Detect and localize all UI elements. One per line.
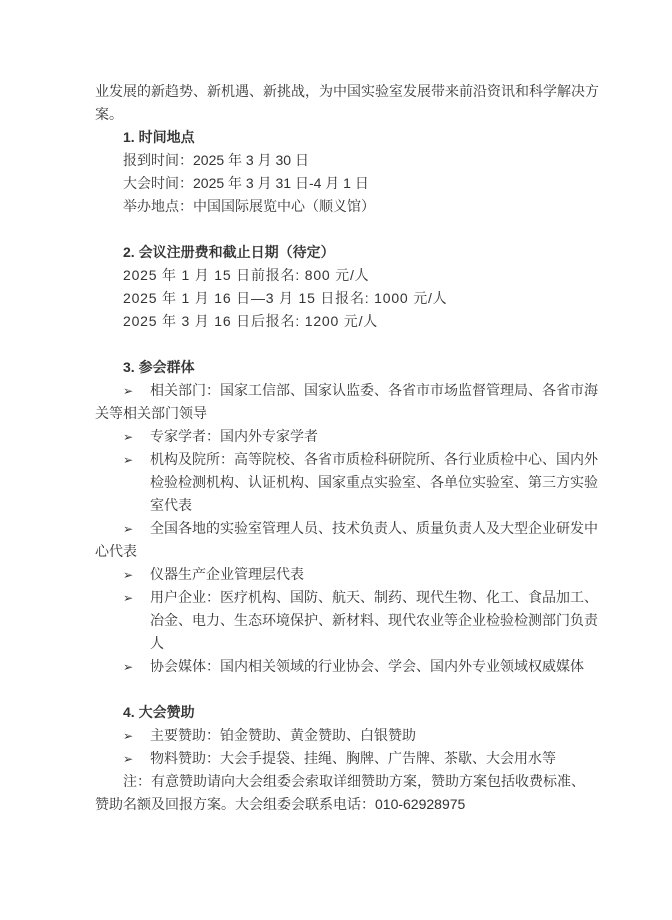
section-heading: 1. 时间地点 [123,129,195,145]
bullet-item-text: 机构及院所：高等院校、各省市质检科研院所、各行业质检中心、国内外 [150,451,598,467]
bullet-item [95,517,598,540]
section-heading: 4. 大会赞助 [123,704,195,720]
text-line: 注：有意赞助请向大会组委会索取详细赞助方案，赞助方案包括收费标准、 [123,773,585,789]
text-line: 人 [150,635,164,651]
text-line: 检验检测机构、认证机构、国家重点实验室、各单位实验室、第三方实验 [150,474,598,490]
arrow-bullet-icon: ➢ [123,453,134,467]
arrow-bullet-icon: ➢ [123,729,134,743]
text-line: 大会时间：2025 年 3 月 31 日-4 月 1 日 [123,175,369,191]
bullet-item-text: 用户企业：医疗机构、国防、航天、制药、现代生物、化工、食品加工、 [150,589,598,605]
bullet-item [95,586,598,609]
arrow-bullet-icon: ➢ [123,752,134,766]
bullet-item [95,448,598,471]
bullet-item-text: 物料赞助：大会手提袋、挂绳、胸牌、广告牌、茶歇、大会用水等 [150,750,556,766]
text-line: 报到时间：2025 年 3 月 30 日 [123,152,309,168]
blank-line [95,678,582,701]
arrow-bullet-icon: ➢ [123,660,134,674]
bullet-item [95,425,582,448]
section-heading: 3. 参会群体 [123,359,195,375]
text-line: 案。 [95,106,123,122]
bullet-item-text: 相关部门：国家工信部、国家认监委、各省市市场监督管理局、各省市海 [150,382,598,398]
text-line: 业发展的新趋势、新机遇、新挑战，为中国实验室发展带来前沿资讯和科学解决方 [95,83,599,99]
text-line: 室代表 [150,497,192,513]
text-line: 关等相关部门领导 [95,405,207,421]
bullet-item-text: 主要赞助：铂金赞助、黄金赞助、白银赞助 [150,727,416,743]
bullet-item [95,724,582,747]
bullet-item [95,655,582,678]
arrow-bullet-icon: ➢ [123,430,134,444]
arrow-bullet-icon: ➢ [123,522,134,536]
bullet-item-text: 协会媒体：国内相关领域的行业协会、学会、国内外专业领域权威媒体 [150,658,584,674]
text-line: 2025 年 1 月 15 日前报名: 800 元/人 [123,267,370,283]
bullet-item-text: 专家学者：国内外专家学者 [150,428,318,444]
text-line: 2025 年 1 月 16 日—3 月 15 日报名: 1000 元/人 [123,290,448,306]
text-line: 赞助名额及回报方案。大会组委会联系电话：010-62928975 [95,796,466,812]
bullet-item [95,747,582,770]
bullet-item [95,379,598,402]
bullet-item [95,563,582,586]
text-line: 心代表 [95,543,137,559]
arrow-bullet-icon: ➢ [123,591,134,605]
section-heading: 2. 会议注册费和截止日期（待定） [123,244,335,260]
bullet-item-text: 全国各地的实验室管理人员、技术负责人、质量负责人及大型企业研发中 [150,520,598,536]
bullet-item-text: 仪器生产企业管理层代表 [150,566,304,582]
text-line: 冶金、电力、生态环境保护、新材料、现代农业等企业检验检测部门负责 [150,612,598,628]
blank-line [95,333,582,356]
document-text [95,80,599,816]
blank-line [95,218,582,241]
text-line: 举办地点：中国国际展览中心（顺义馆） [123,198,375,214]
text-line: 2025 年 3 月 16 日后报名: 1200 元/人 [123,313,379,329]
arrow-bullet-icon: ➢ [123,384,134,398]
arrow-bullet-icon: ➢ [123,568,134,582]
